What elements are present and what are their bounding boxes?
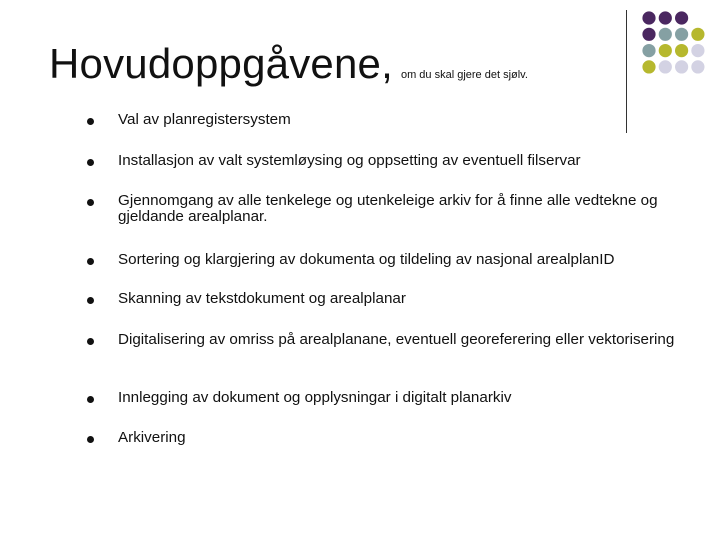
bullet-dot — [87, 297, 94, 304]
bullet-dot — [87, 199, 94, 206]
bullet-dot — [87, 159, 94, 166]
bullet-dot — [87, 396, 94, 403]
bullet-text: Gjennomgang av alle tenkelege og utenkeleige arkiv for å finne alle vedtekne og gjeldande arealplanar. — [118, 192, 658, 225]
slide-subtitle: om du skal gjere det sjølv. — [400, 69, 528, 81]
slide-title: Hovudoppgåvene, — [49, 40, 393, 87]
bullet-dot — [87, 258, 94, 265]
bullet-dot — [87, 436, 94, 443]
bullet-text: Installasjon av valt systemløysing og oppsetting av eventuell filservar — [118, 152, 581, 169]
bullet-dot — [87, 338, 94, 345]
bullet-text: Val av planregistersystem — [118, 111, 291, 128]
bullet-text: Skanning av tekstdokument og arealplanar — [118, 290, 406, 307]
bullet-text: Digitalisering av omriss på arealplanane, eventuell georeferering eller vektorisering — [118, 331, 675, 348]
bullet-text: Sortering og klargjering av dokumenta og tildeling av nasjonal arealplanID — [118, 251, 615, 268]
bullet-text: Arkivering — [118, 429, 186, 446]
bullet-dot — [87, 118, 94, 125]
bullet-text: Innlegging av dokument og opplysningar i digitalt planarkiv — [118, 389, 512, 406]
